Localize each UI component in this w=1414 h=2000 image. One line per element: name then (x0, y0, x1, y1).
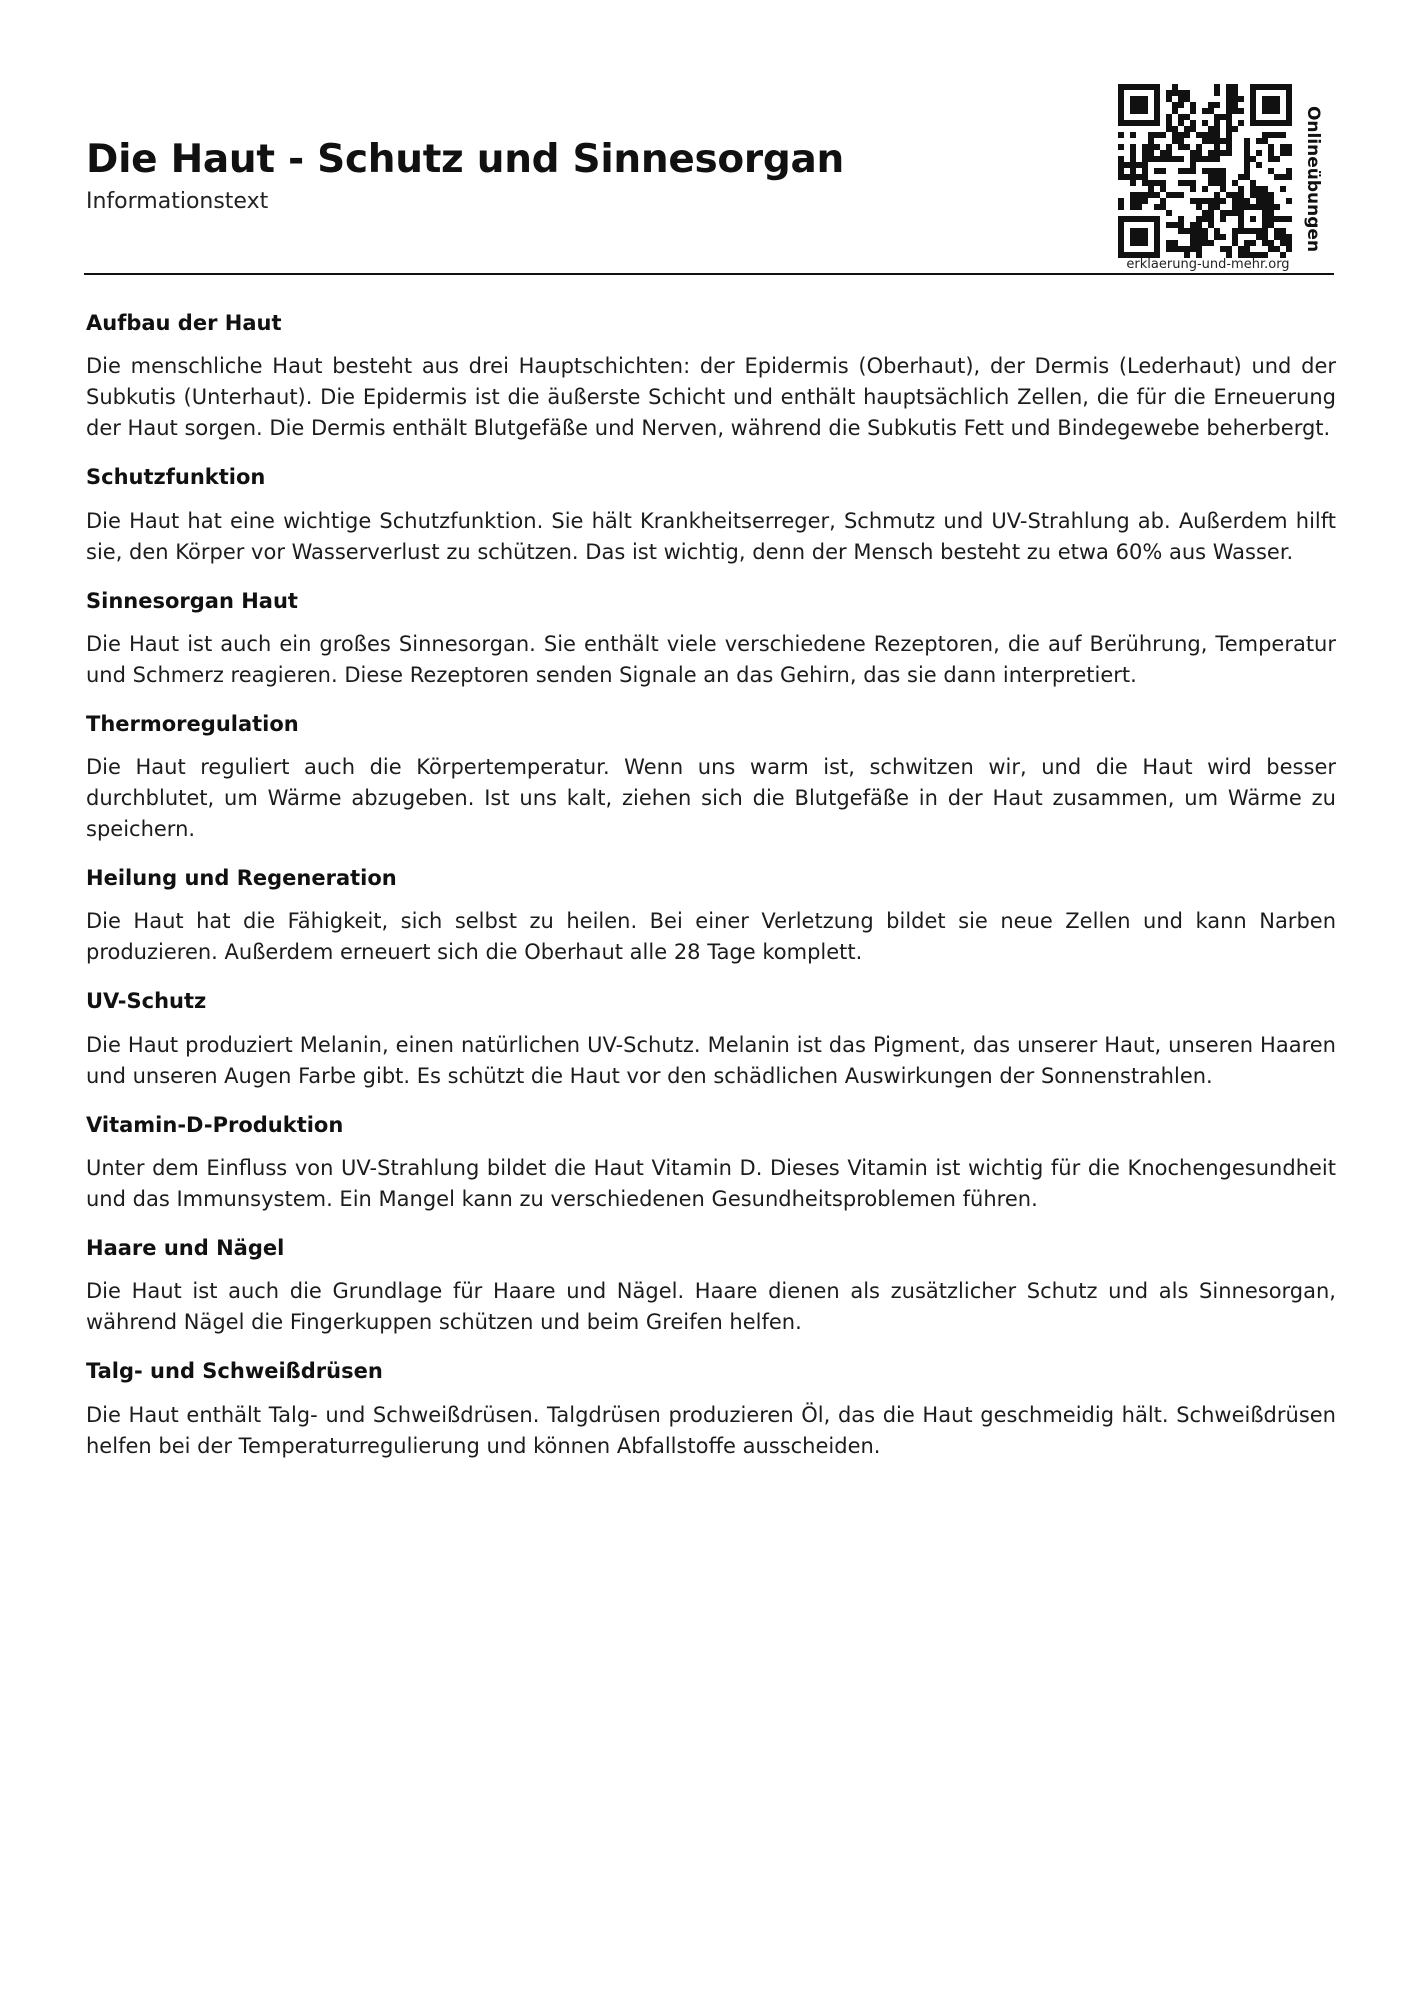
section-text: Die Haut enthält Talg- und Schweißdrüsen. Talgdrüsen produzieren Öl, das die Haut geschmeidig hält. Schweißdrüsen helfen bei der Temperaturregulierung und können Abfallstoffe ausscheiden. (86, 1402, 1336, 1458)
section-heading: Schutzfunktion (86, 465, 266, 490)
section-heading: Aufbau der Haut (86, 311, 282, 335)
section-heading: Heilung und Regeneration (86, 866, 397, 891)
section-heading: Sinnesorgan Haut (86, 588, 298, 613)
section-heading: Vitamin-D-Produktion (86, 1112, 344, 1137)
section-uv-schutz (86, 988, 1336, 1091)
header-divider (84, 273, 1334, 275)
section-text: Die Haut produziert Melanin, einen natürlichen UV-Schutz. Melanin ist das Pigment, das unserer Haut, unseren Haaren und unseren Augen Farbe gibt. Es schützt die Haut vor den schädlichen Auswirkungen der Sonnenstrahlen. (86, 1032, 1336, 1088)
section-vitamin-d (86, 1112, 1336, 1215)
section-text: Die Haut reguliert auch die Körpertemperatur. Wenn uns warm ist, schwitzen wir, und die Haut wird besser durchblutet, um Wärme abzugeben. Ist uns kalt, ziehen sich die Blutgefäße in der Haut zusammen, um Wärme zu speichern. (86, 755, 1336, 842)
page-subtitle: Informationstext (86, 188, 269, 214)
section-text: Die menschliche Haut besteht aus drei Hauptschichten: der Epidermis (Oberhaut), der Dermis (Lederhaut) und der Subkutis (Unterhaut). Die Epidermis ist die äußerste Schicht und enthält hauptsächlich Zellen, die für die Erneuerung der Haut sorgen. Die Dermis enthält Blutgefäße und Nerven, während die Subkutis Fett und Bindegewebe beherbergt. (86, 354, 1336, 441)
section-text: Unter dem Einfluss von UV-Strahlung bildet die Haut Vitamin D. Dieses Vitamin ist wichtig für die Knochengesundheit und das Immunsystem. Ein Mangel kann zu verschiedenen Gesundheitsproblemen führen. (86, 1156, 1336, 1212)
page-title: Die Haut - Schutz und Sinnesorgan (86, 137, 844, 182)
section-heading: UV-Schutz (86, 989, 207, 1014)
section-schutzfunktion (86, 464, 1336, 567)
website-url[interactable]: erklaerung-und-mehr.org (1126, 257, 1290, 272)
page-header (86, 138, 1086, 214)
section-text: Die Haut hat die Fähigkeit, sich selbst zu heilen. Bei einer Verletzung bildet sie neue Zellen und kann Narben produzieren. Außerdem erneuert sich die Oberhaut alle 28 Tage komplett. (86, 909, 1336, 965)
section-text: Die Haut hat eine wichtige Schutzfunktion. Sie hält Krankheitserreger, Schmutz und UV-Strahlung ab. Außerdem hilft sie, den Körper vor Wasserverlust zu schützen. Das ist wichtig, denn der Mensch besteht zu etwa 60% aus Wasser. (86, 508, 1336, 564)
section-aufbau (86, 310, 1336, 444)
section-thermoregulation (86, 711, 1336, 845)
section-heading: Thermoregulation (86, 711, 299, 736)
section-druesen (86, 1358, 1336, 1461)
section-heading: Haare und Nägel (86, 1236, 285, 1261)
online-exercises-text: Onlineübungen (1303, 105, 1323, 253)
section-text: Die Haut ist auch ein großes Sinnesorgan. Sie enthält viele verschiedene Rezeptoren, die auf Berührung, Temperatur und Schmerz reagieren. Diese Rezeptoren senden Signale an das Gehirn, das sie dann interpretiert. (86, 631, 1336, 687)
section-haare-naegel (86, 1235, 1336, 1338)
section-heilung (86, 865, 1336, 968)
text-content (86, 310, 1336, 1482)
section-heading: Talg- und Schweißdrüsen (86, 1359, 383, 1384)
qr-code-icon[interactable] (1118, 84, 1292, 258)
section-sinnesorgan (86, 588, 1336, 691)
online-exercises-label (1300, 104, 1326, 254)
section-text: Die Haut ist auch die Grundlage für Haare und Nägel. Haare dienen als zusätzlicher Schutz und als Sinnesorgan, während Nägel die Fingerkuppen schützen und beim Greifen helfen. (86, 1279, 1336, 1335)
